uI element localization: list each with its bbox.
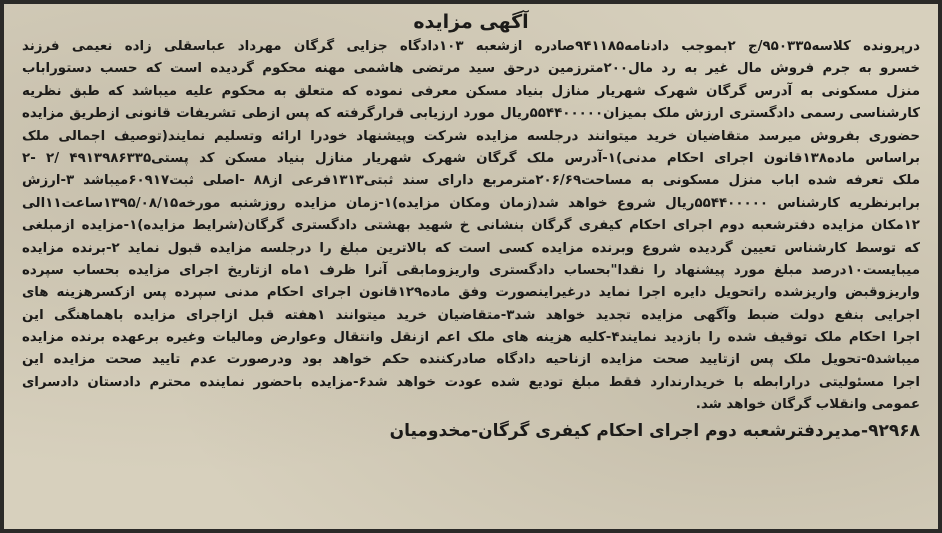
notice-line: ۱۲مکان مزایده دفترشعبه دوم اجرای احکام کیفری گرگان بنشانی خ شهید بهشتی دادگستری گرگان(شرایط مزایده)۱-مزایده ازمبلغی — [22, 218, 920, 234]
notice-line: اجرایی بنفع دولت ضبط وآگهی مزایده تجدید خواهد شد۳-متقاضیان خرید میتوانند ۱هفته قبل ازاجرای مزایده باهماهنگی این — [22, 307, 920, 323]
notice-line: میباشد۵-تحویل ملک پس ازتایید صحت مزایده ازناحیه دادگاه صادرکننده حکم خواهد بود ودرصورت عدم تایید صحت مزایده این — [22, 352, 920, 368]
notice-line: براساس ماده۱۳۸قانون اجرای احکام مدنی)۱-آدرس ملک گرگان شهرک شهریار منازل بنیاد مسکن کد پستی۴۹۱۳۹۸۶۳۳۵ /۲ -۲ — [22, 150, 920, 166]
notice-line: میبایست۱۰درصد مبلغ مورد پیشنهاد را نقدا"بحساب دادگستری واریزومابقی آنرا ظرف ۱ماه ازتاریخ اجرای مزایده بحساب سپرده — [22, 262, 920, 278]
notice-line: درپرونده کلاسه۹۵۰۳۳۵/ج ۲بموجب دادنامه۹۴۱۱۸۵صادره ازشعبه ۱۰۳دادگاه جزایی گرگان مهرداد عباسقلی زاده نعیمی فرزند — [22, 39, 920, 54]
notice-line: ملک تعرفه شده اباب منزل مسکونی به مساحت۲۰۶/۶۹مترمربع دارای سند ثبتی۱۳۱۳فرعی از۸۸ -اصلی ثبت۶۰۹۱۷میباشد ۳-ارزش — [22, 173, 920, 189]
notice-line: منزل مسکونی به آدرس گرگان شهرک شهریار منازل بنیاد مسکن معرفی نموده که متعلق به محکوم علیه میباشد که طبق نظریه — [22, 83, 920, 99]
notice-line: برابرنظریه کارشناس ۵۵۴۴۰۰۰۰۰ریال شروع خواهد شد(زمان ومکان مزایده)۱-زمان مزایده روزشنبه مورخه۱۳۹۵/۰۸/۱۵ساعت۱۱الی — [22, 195, 920, 211]
notice-line: واریزوقبض واریزشده راتحویل دایره اجرا نماید درغیراینصورت وفق ماده۱۲۹قانون اجرای احکام مدنی سپرده پس ازکسرهزینه های — [22, 285, 920, 301]
notice-line: کارشناسی رسمی دادگستری ارزش ملک بمیزان۵۵۴۴۰۰۰۰۰ریال مورد ارزیابی قرارگرفته که پس ازطی تشریفات قانونی ازطریق مزایده — [22, 106, 920, 122]
notice-line: خسرو به جرم فروش مال غیر به رد مال۲۰۰مترزمین درحق سید مرتضی هاشمی مهنه محکوم گردیده است که حسب دستوراباب — [22, 61, 920, 77]
notice-signature: ۹۲۹۶۸-مدیردفترشعبه دوم اجرای احکام کیفری گرگان-مخدومیان — [389, 420, 920, 441]
notice-title: آگهی مزایده — [413, 11, 529, 33]
notice-line: عمومی وانقلاب گرگان خواهد شد. — [695, 397, 920, 413]
notice-line: اجرا احکام ملک توقیف شده را بازدید نمایند۴-کلیه هزینه های ملک اعم ازنقل وانتقال وعوارض ومالیات وغیره برعهده برنده مزایده — [22, 330, 920, 346]
notice-line: اجرا مسئولیتی درارابطه با خریدارندارد فقط مبلغ تودیع شده عودت خواهد شد۶-مزایده باحضور نماینده محترم دادستان دادسرای — [22, 374, 920, 390]
notice-line: حضوری بفروش میرسد متقاضیان خرید میتوانند درجلسه مزایده شرکت وپیشنهاد خودرا ارائه وتسلیم نمایند(توصیف اجمالی ملک — [22, 128, 920, 144]
notice-line: که توسط کارشناس تعیین گردیده شروع وبرنده مزایده کسی است که بالاترین مبلغ را درجلسه مزایده قبول نماید ۲-برنده مزایده — [22, 240, 920, 256]
notice-body — [22, 36, 920, 417]
